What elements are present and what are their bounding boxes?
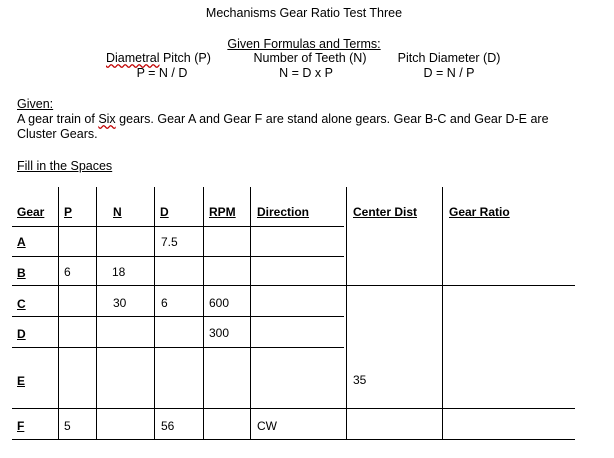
- gear-label-a: A: [17, 235, 26, 249]
- row-divider: [12, 226, 344, 227]
- formulas-heading: Given Formulas and Terms:: [227, 37, 381, 51]
- gear-label-f: F: [17, 419, 25, 433]
- column-divider: [346, 187, 347, 440]
- diametral-word: Diametral: [106, 51, 160, 65]
- pitch-diameter-label: Pitch Diameter (D): [397, 51, 501, 65]
- teeth-formula: N = D x P: [279, 66, 333, 80]
- gear-label-b: B: [17, 266, 26, 280]
- column-divider: [250, 187, 251, 440]
- pitch-diameter-formula: D = N / P: [423, 66, 475, 80]
- row-divider: [12, 347, 344, 348]
- given-line-2: Cluster Gears.: [17, 127, 98, 141]
- cell-f-d: 56: [161, 419, 175, 433]
- cell-c-rpm: 600: [209, 296, 230, 310]
- cell-f-direction: CW: [257, 419, 277, 433]
- gear-label-d: D: [17, 327, 26, 341]
- row-divider: [12, 256, 344, 257]
- given-line-1-suffix: gears. Gear A and Gear F are stand alone gears. Gear B-C and Gear D-E are: [115, 112, 549, 126]
- cell-center-dist: 35: [353, 373, 367, 387]
- fill-heading: Fill in the Spaces: [17, 159, 113, 173]
- given-heading: Given:: [17, 97, 54, 111]
- gear-label-c: C: [17, 297, 26, 311]
- given-line-1-prefix: A gear train of: [17, 112, 99, 126]
- column-divider: [96, 187, 97, 440]
- cell-c-n: 30: [113, 296, 127, 310]
- cell-c-d: 6: [161, 296, 168, 310]
- header-direction: Direction: [257, 205, 310, 219]
- cell-b-n: 18: [112, 265, 126, 279]
- header-n: N: [113, 205, 122, 219]
- given-six-word: Six: [98, 112, 116, 126]
- header-gear-ratio: Gear Ratio: [449, 205, 510, 219]
- given-line-1: [17, 112, 549, 126]
- pitch-p-word: Pitch (P): [159, 51, 211, 65]
- gear-label-e: E: [17, 374, 26, 388]
- cell-a-d: 7.5: [161, 235, 178, 249]
- column-divider: [58, 187, 59, 440]
- header-d: D: [160, 205, 169, 219]
- teeth-label: Number of Teeth (N): [253, 51, 367, 65]
- header-gear: Gear: [17, 205, 45, 219]
- column-divider: [203, 187, 204, 440]
- row-divider: [12, 316, 344, 317]
- diametral-pitch-label: [106, 51, 211, 65]
- header-rpm: RPM: [209, 205, 236, 219]
- cell-d-rpm: 300: [209, 326, 230, 340]
- cell-f-p: 5: [64, 419, 71, 433]
- diametral-pitch-formula: P = N / D: [136, 66, 188, 80]
- cell-b-p: 6: [64, 265, 71, 279]
- column-divider: [442, 187, 443, 440]
- header-center-dist: Center Dist: [353, 205, 418, 219]
- header-p: P: [64, 205, 73, 219]
- page-title: Mechanisms Gear Ratio Test Three: [205, 6, 403, 20]
- column-divider: [154, 187, 155, 440]
